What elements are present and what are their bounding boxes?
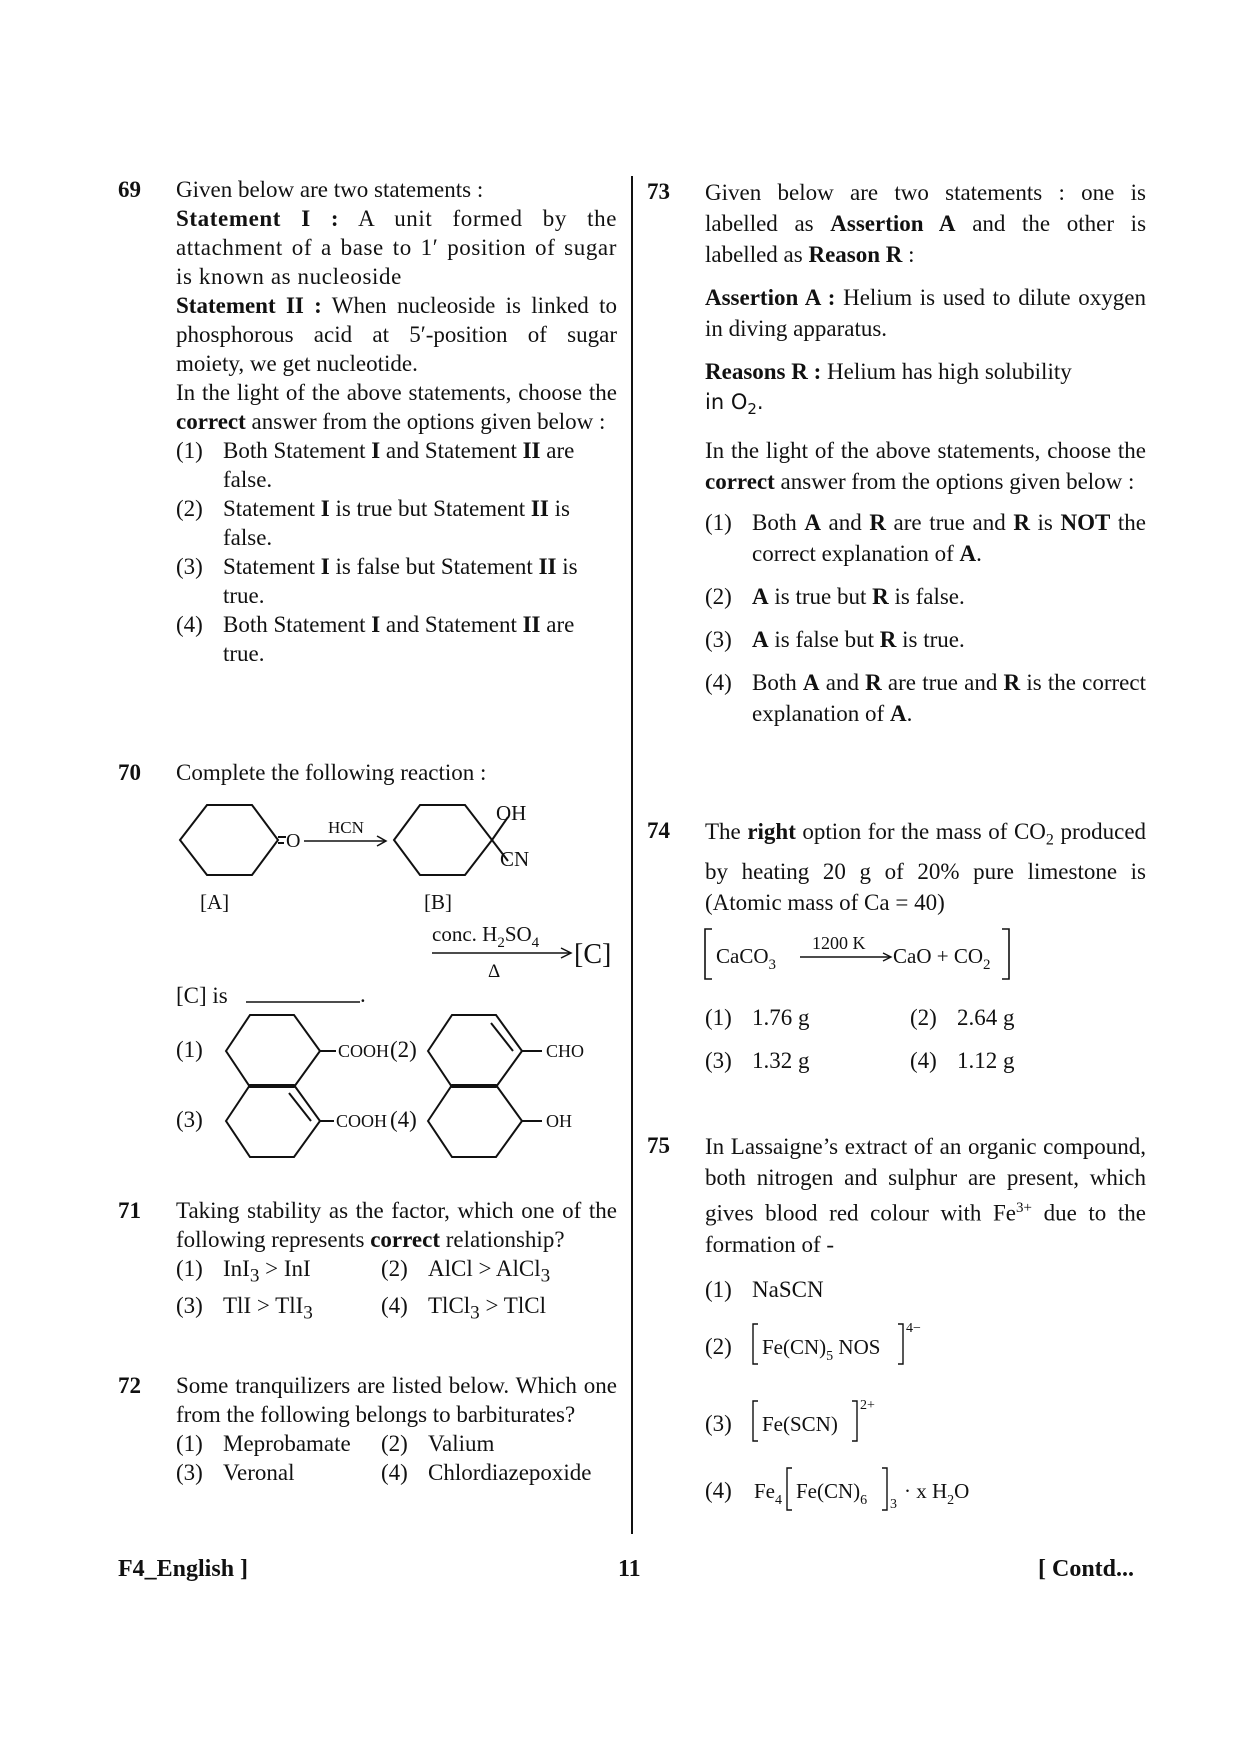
- option-3[interactable]: (3) Veronal: [176, 1460, 295, 1485]
- cyclohexane-ring: [394, 805, 492, 875]
- product-c: [C]: [574, 939, 612, 970]
- options-row: [176, 1291, 617, 1328]
- statement-text: When nucleoside is linked to phosphorous acid at 5′-position of sugar moiety, we get nucleotide.: [176, 293, 617, 376]
- question-intro: Given below are two statements :: [176, 177, 484, 202]
- question-intro: Given below are two statements : one is labelled as Assertion A and the other is labelled as Reason R :: [705, 180, 1147, 267]
- heat-symbol: Δ: [488, 961, 501, 982]
- instruction: In the light of the above statements, choose the correct answer from the options given below :: [176, 380, 617, 434]
- statement-2: [176, 291, 617, 378]
- statement-label: Statement II :: [176, 293, 322, 318]
- option-number: (3): [176, 1107, 203, 1132]
- option-number: (3): [705, 1411, 732, 1436]
- option-4[interactable]: (4) Both A and R are true and R is the correct explanation of A.: [705, 670, 1146, 727]
- reagent-hcn: HCN: [328, 818, 364, 837]
- svg-text:Fe(CN)6: $Fe(CN)_6$: [796, 1479, 868, 1508]
- option-1[interactable]: (1) Meprobamate: [176, 1431, 351, 1456]
- page-number: 11: [618, 1556, 641, 1582]
- cyclohexane-ring: [180, 805, 278, 875]
- cyano-group: CN: [500, 847, 530, 871]
- options-row: [176, 1254, 617, 1291]
- question-text: Some tranquilizers are listed below. Which one from the following belongs to barbiturates?: [176, 1373, 617, 1427]
- continued-label: [ Contd...: [1038, 1556, 1135, 1582]
- label-b: [B]: [424, 890, 452, 914]
- complex-formula: [748, 1458, 1008, 1518]
- option-4[interactable]: (4) 1.12 g: [910, 1048, 1015, 1073]
- question-72: [176, 1371, 617, 1487]
- instruction: In the light of the above statements, choose the correct answer from the options given below :: [705, 438, 1146, 495]
- question-prompt: Complete the following reaction :: [176, 760, 487, 785]
- option-4[interactable]: [705, 1476, 732, 1505]
- reason: Reasons R : Helium has high solubility: [705, 359, 1072, 384]
- option-number: (2): [705, 1334, 732, 1359]
- aldehyde-group: CHO: [546, 1041, 585, 1061]
- question-75: [705, 1131, 1146, 1305]
- svg-text:Fe4: $Fe_4$: [754, 1479, 782, 1508]
- option-3[interactable]: (3) TlI > TlI$_3$: [176, 1292, 313, 1324]
- question-73: [705, 177, 1146, 729]
- option-number: (4): [705, 1478, 732, 1503]
- options-row: [705, 1039, 1146, 1082]
- svg-text:.: .: [360, 982, 366, 1007]
- question-71: [176, 1196, 617, 1327]
- cyclohexene-ring: [226, 1085, 320, 1157]
- option-number: (4): [390, 1107, 417, 1132]
- question-text: The right option for the mass of $CO_2$ produced by heating 20 g of 20% pure limestone is (Atomic mass of Ca = 40): [705, 819, 1147, 915]
- option-1[interactable]: (1) Both Statement I and Statement II are false.: [176, 438, 575, 492]
- question-text: In Lassaigne’s extract of an organic compound, both nitrogen and sulphur are present, which gives blood red colour with $Fe^{3+}$ due to the formation of -: [705, 1134, 1146, 1257]
- option-3[interactable]: (3) Statement I is false but Statement II is true.: [176, 554, 578, 608]
- reaction-scheme: [170, 795, 620, 1195]
- options-row: [176, 1458, 617, 1487]
- cyclohexene-ring: [428, 1015, 522, 1087]
- option-2[interactable]: (2) Statement I is true but Statement II is false.: [176, 496, 570, 550]
- carboxyl-group: COOH: [336, 1111, 388, 1131]
- option-2[interactable]: (2) Valium: [381, 1431, 495, 1456]
- option-1[interactable]: (1) 1.76 g: [705, 1005, 810, 1030]
- options-row: [176, 1429, 617, 1458]
- option-number: (2): [390, 1037, 417, 1062]
- svg-text:· x H2O: · x $H_2O$: [904, 1479, 970, 1508]
- question-69: [176, 175, 617, 668]
- question-number: 71: [118, 1198, 141, 1223]
- options-list: [176, 436, 596, 668]
- cyclohexane-ring: [428, 1085, 522, 1157]
- question-74: [705, 816, 1146, 918]
- oxygen-atom: O: [286, 830, 301, 852]
- label-a: [A]: [200, 890, 230, 914]
- reaction-equation: [700, 925, 1040, 983]
- option-2[interactable]: (2) A is true but R is false.: [705, 584, 965, 610]
- svg-text:CaO + CO2: CaO + $CO_2$: [893, 944, 991, 973]
- option-2[interactable]: (2) 2.64 g: [910, 1005, 1015, 1030]
- hydroxyl-group: OH: [546, 1111, 572, 1131]
- question-text: Taking stability as the factor, which one of the following represents correct relationship?: [176, 1198, 617, 1252]
- statement-label: Statement I :: [176, 206, 340, 231]
- footer-code: F4_English ]: [118, 1556, 249, 1582]
- option-1[interactable]: (1) InI$_3$ > InI: [176, 1256, 311, 1287]
- option-1[interactable]: (1) Both A and R are true and R is NOT the correct explanation of A.: [705, 510, 1146, 567]
- option-3[interactable]: (3) A is false but R is true.: [705, 627, 965, 653]
- c-is-label: [C] is: [176, 983, 228, 1008]
- column-divider: [631, 176, 633, 1534]
- complex-formula: [748, 1314, 948, 1370]
- hydroxyl-group: OH: [496, 801, 527, 825]
- condition-temperature: 1200 K: [812, 933, 866, 953]
- cyclohexane-ring: [226, 1015, 320, 1087]
- option-4[interactable]: (4) Chlordiazepoxide: [381, 1460, 592, 1485]
- question-number: 69: [118, 177, 141, 202]
- options-list: [705, 507, 1146, 729]
- question-number: 74: [647, 818, 670, 843]
- svg-text:CaCO3: CaCO$_3$: [716, 944, 776, 973]
- options-row: [705, 996, 1146, 1039]
- option-3[interactable]: [705, 1409, 732, 1438]
- carboxyl-group: COOH: [338, 1041, 390, 1061]
- option-number: (1): [176, 1037, 203, 1062]
- svg-text:Fe(SCN): Fe(SCN): [762, 1412, 838, 1436]
- options-grid: [705, 996, 1146, 1082]
- reason-tail: in $O_2$.: [705, 390, 764, 419]
- svg-text:4−: 4−: [906, 1321, 921, 1336]
- question-number: 75: [647, 1133, 670, 1158]
- option-3[interactable]: (3) 1.32 g: [705, 1048, 810, 1073]
- option-2[interactable]: [705, 1332, 732, 1361]
- statement-text: A unit formed by the attachment of a base to 1′ position of sugar is known as nucleoside: [176, 206, 617, 289]
- option-4[interactable]: (4) Both Statement I and Statement II are true.: [176, 612, 575, 666]
- svg-text:Fe(CN)5 NOS: $Fe(CN)_5$ NOS: [762, 1335, 881, 1364]
- statement-1: [176, 204, 617, 291]
- option-4[interactable]: (4) TlCl$_3$ > TlCl: [381, 1292, 546, 1324]
- svg-text:3: 3: [890, 1497, 897, 1512]
- option-2[interactable]: (2) AlCl > AlCl$_3$: [381, 1256, 551, 1287]
- svg-text:2+: 2+: [860, 1398, 875, 1413]
- question-number: 72: [118, 1373, 141, 1398]
- option-1[interactable]: (1) NaSCN: [705, 1276, 824, 1302]
- assertion: Assertion A : Helium is used to dilute oxygen in diving apparatus.: [705, 285, 1147, 341]
- question-number: 73: [647, 179, 670, 204]
- complex-formula: [748, 1391, 908, 1447]
- reagent-conc-acid: conc. $H_2SO_4$: [432, 922, 540, 951]
- question-number: 70: [118, 760, 141, 785]
